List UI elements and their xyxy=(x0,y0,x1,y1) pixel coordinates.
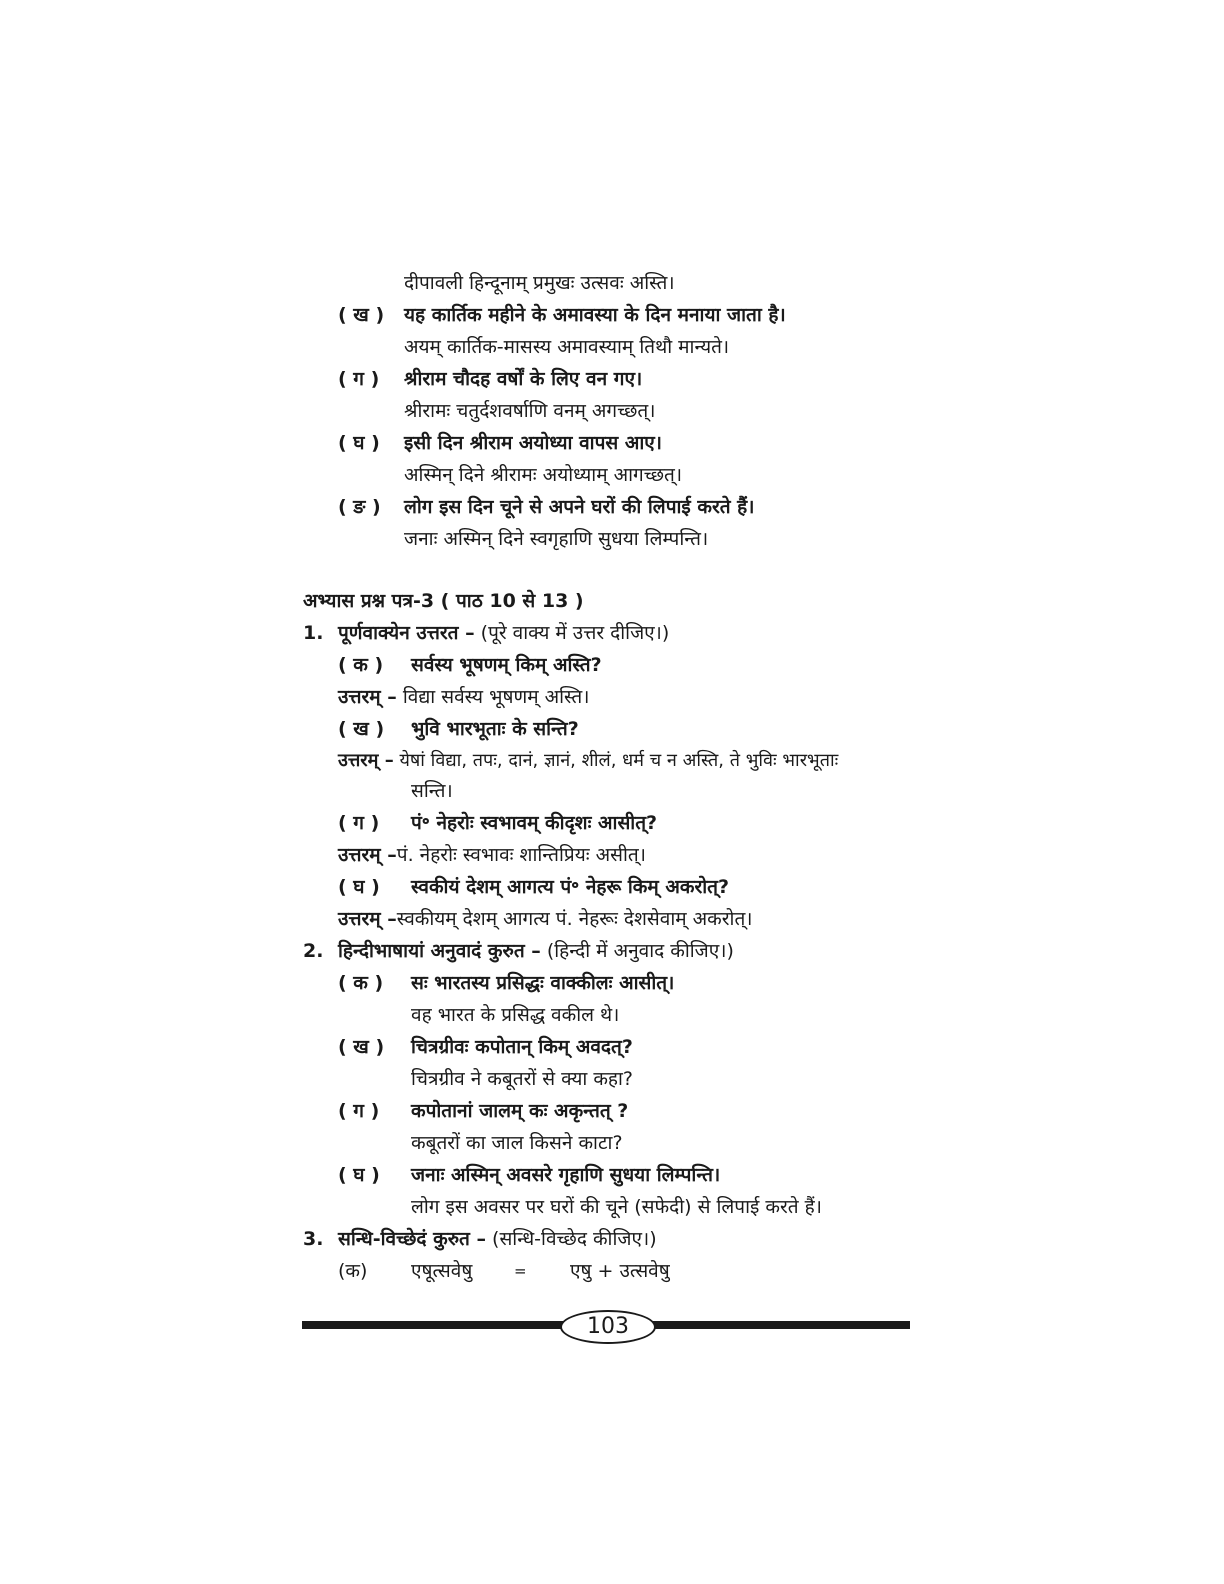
answer-line xyxy=(338,906,753,932)
item-label: ( ख ) xyxy=(338,1036,385,1058)
answer-text: पं. नेहरोः स्वभावः शान्तिप्रियः असीत्। xyxy=(396,844,646,866)
question-heading xyxy=(338,1226,657,1252)
item-label: ( क ) xyxy=(338,972,384,994)
question-heading xyxy=(338,938,734,964)
page-number: 103 xyxy=(560,1310,656,1344)
item-label: ( ख ) xyxy=(338,304,385,326)
answer-label: उत्तरम् – xyxy=(338,908,397,930)
answer-label: उत्तरम् – xyxy=(338,844,397,866)
answer-label: उत्तरम् – xyxy=(338,686,397,708)
answer-text: सन्ति। xyxy=(411,780,453,802)
question-text: स्वकीयं देशम् आगत्य पं॰ नेहरू किम् अकरोत्? xyxy=(411,876,730,898)
question-text: इसी दिन श्रीराम अयोध्या वापस आए। xyxy=(404,432,662,454)
answer-text: श्रीरामः चतुर्दशवर्षाणि वनम् अगच्छत्। xyxy=(404,400,656,422)
answer-text: येषां विद्या, तपः, दानं, ज्ञानं, शीलं, धर्म च न अस्ति, ते भुविः भारभूताः xyxy=(399,750,839,771)
answer-text: वह भारत के प्रसिद्ध वकील थे। xyxy=(411,1004,620,1026)
answer-text: जनाः अस्मिन् दिने स्वगृहाणि सुधया लिम्पन्ति। xyxy=(404,528,709,550)
question-text: चित्रग्रीवः कपोतान् किम् अवदत्? xyxy=(411,1036,633,1058)
item-label: ( ग ) xyxy=(338,1100,380,1122)
question-text: भुवि भारभूताः के सन्ति? xyxy=(411,718,579,740)
item-label: ( घ ) xyxy=(338,1164,380,1186)
equals-sign: = xyxy=(514,1262,527,1280)
question-number: 3. xyxy=(303,1228,324,1250)
answer-text: लोग इस अवसर पर घरों की चूने (सफेदी) से लिपाई करते हैं। xyxy=(411,1196,822,1218)
item-label: ( ग ) xyxy=(338,812,380,834)
answer-text: अस्मिन् दिने श्रीरामः अयोध्याम् आगच्छत्। xyxy=(404,464,683,486)
item-label: ( घ ) xyxy=(338,876,380,898)
answer-text: विद्या सर्वस्य भूषणम् अस्ति। xyxy=(402,686,590,708)
question-text: श्रीराम चौदह वर्षों के लिए वन गए। xyxy=(404,368,643,390)
answer-line xyxy=(338,748,838,774)
question-note: (पूरे वाक्य में उत्तर दीजिए।) xyxy=(480,622,670,644)
sandhi-split: एषु + उत्सवेषु xyxy=(570,1260,670,1282)
question-text: सः भारतस्य प्रसिद्धः वाक्कीलः आसीत्। xyxy=(411,972,675,994)
item-label: ( ख ) xyxy=(338,718,385,740)
question-text: लोग इस दिन चूने से अपने घरों की लिपाई करते हैं। xyxy=(404,496,755,518)
answer-line xyxy=(338,684,589,710)
question-note: (सन्धि-विच्छेद कीजिए।) xyxy=(492,1228,657,1250)
question-text: कपोतानां जालम् कः अकृन्तत् ? xyxy=(411,1100,629,1122)
question-heading xyxy=(338,620,669,646)
sandhi-word: एषूत्सवेषु xyxy=(411,1260,473,1282)
question-title: पूर्णवाक्येन उत्तरत – xyxy=(338,622,475,644)
answer-text: स्वकीयम् देशम् आगत्य पं. नेहरूः देशसेवाम् अकरोत्। xyxy=(396,908,753,930)
item-label: ( घ ) xyxy=(338,432,380,454)
answer-line xyxy=(338,842,646,868)
question-note: (हिन्दी में अनुवाद कीजिए।) xyxy=(546,940,734,962)
question-text: पं॰ नेहरोः स्वभावम् कीदृशः आसीत्? xyxy=(411,812,658,834)
question-text: जनाः अस्मिन् अवसरे गृहाणि सुधया लिम्पन्ति। xyxy=(411,1164,721,1186)
answer-text: चित्रग्रीव ने कबूतरों से क्या कहा? xyxy=(411,1068,634,1090)
answer-label: उत्तरम् – xyxy=(338,750,394,771)
question-title: हिन्दीभाषायां अनुवादं कुरुत – xyxy=(338,940,541,962)
item-label: ( ग ) xyxy=(338,368,380,390)
question-number: 2. xyxy=(303,940,324,962)
section-title: अभ्यास प्रश्न पत्र-3 ( पाठ 10 से 13 ) xyxy=(303,590,584,612)
item-label: ( क ) xyxy=(338,654,384,676)
question-title: सन्धि-विच्छेदं कुरुत – xyxy=(338,1228,486,1250)
answer-text: अयम् कार्तिक-मासस्य अमावस्याम् तिथौ मान्यते। xyxy=(404,336,730,358)
question-number: 1. xyxy=(303,622,324,644)
question-text: सर्वस्य भूषणम् किम् अस्ति? xyxy=(411,654,602,676)
item-label: (क) xyxy=(338,1260,368,1282)
question-text: यह कार्तिक महीने के अमावस्या के दिन मनाया जाता है। xyxy=(404,304,786,326)
answer-text: कबूतरों का जाल किसने काटा? xyxy=(411,1132,623,1154)
answer-text: दीपावली हिन्दूनाम् प्रमुखः उत्सवः अस्ति। xyxy=(404,272,675,294)
item-label: ( ङ ) xyxy=(338,496,381,518)
